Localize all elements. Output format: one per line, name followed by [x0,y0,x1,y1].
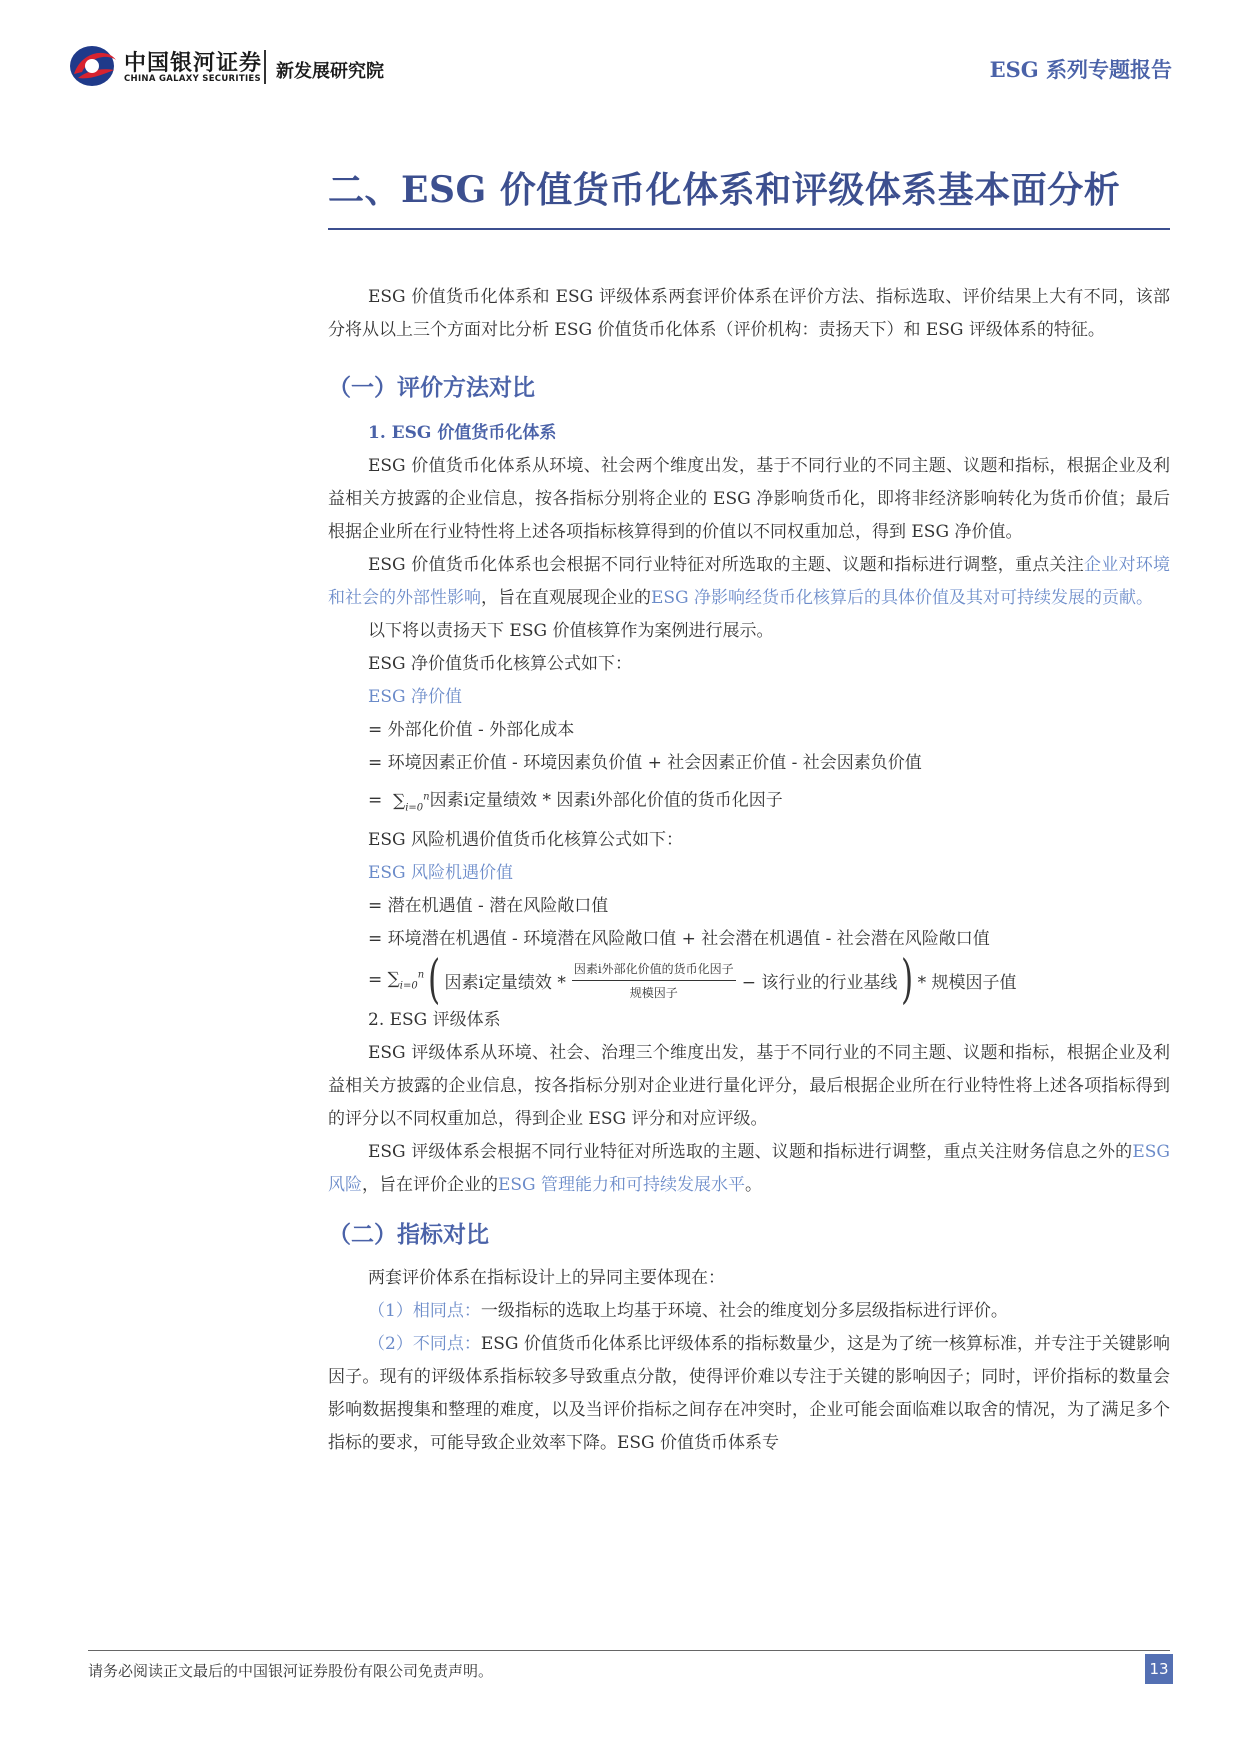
text-span: ESG 价值货币化体系也会根据不同行业特征对所选取的主题、议题和指标进行调整，重点关注 [368,555,1084,575]
highlight-management: ESG 管理能力和可持续发展水平 [498,1175,746,1196]
formula2-name: ESG 风险机遇价值 [368,863,514,884]
section-title: 二、ESG 价值货币化体系和评级体系基本面分析 [328,169,1121,211]
formula2-line-2: = 环境潜在机遇值 - 环境潜在风险敞口值 + 社会潜在机遇值 - 社会潜在风险敞口值 [368,929,990,950]
report-series-title: ESG 系列专题报告 [989,57,1172,82]
formula1-line-3: = $\sum_{i=0}^n$因素i定量绩效 * 因素i外部化价值的货币化因子 [368,790,783,814]
text-span: 一级指标的选取上均基于环境、社会的维度划分多层级指标进行评价。 [480,1301,1008,1322]
formula1-name: ESG 净价值 [368,687,463,707]
differences-label: （2）不同点： [368,1334,481,1355]
highlight-externality: 企业对环境和社会的外部性影响 [328,555,1170,608]
monetization-paragraph-2 [328,549,1170,615]
highlight-esg-risk: ESG 风险 [328,1142,1170,1196]
equals-sign: = [368,970,388,991]
item-heading-rating: 2. ESG 评级体系 [368,1010,501,1031]
highlight-net-impact: ESG 净影响经货币化核算后的具体价值及其对可持续发展的贡献 [651,588,1137,608]
similarities-paragraph [328,1295,1170,1328]
section-title-rule [328,228,1170,230]
text-span: 。 [745,1175,763,1196]
formula1-intro: ESG 净价值货币化核算公式如下： [368,654,633,674]
logo-english-name: CHINA GALAXY SECURITIES [124,74,261,84]
formula1-line-3-text: 因素i定量绩效 * 因素i外部化价值的货币化因子 [429,790,783,811]
header-separator [264,50,266,84]
formula2-term-a: 因素i定量绩效 * [444,972,566,993]
page-number: 13 [1145,1654,1173,1684]
fraction-numerator: 因素i外部化价值的货币化因子 [572,960,736,981]
text-span: ESG 评级体系会根据不同行业特征对所选取的主题、议题和指标进行调整，重点关注财务信息之外的 [368,1142,1133,1163]
text-span: ，旨在评价企业的 [362,1175,498,1196]
similarities-label: （1）相同点： [368,1301,481,1322]
fraction [572,960,736,1001]
formula2-line-3 [328,950,1170,1011]
item-heading-monetization: 1. ESG 价值货币化体系 [368,423,557,443]
differences-paragraph [328,1328,1170,1460]
summation-symbol: $\sum_{i=0}^n$ [393,790,430,814]
formula2-line-1: = 潜在机遇值 - 潜在风险敞口值 [368,896,609,917]
main-content [328,281,1170,1460]
footer-disclaimer: 请务必阅读正文最后的中国银河证券股份有限公司免责声明。 [88,1662,494,1680]
page-header [0,0,1240,100]
intro-paragraph: ESG 价值货币化体系和 ESG 评级体系两套评价体系在评价方法、指标选取、评价结果上大有不同，该部分将从以上三个方面对比分析 ESG 价值货币化体系（评价机构：责扬天下）和 ESG 评级体系的特征。 [328,287,1170,340]
footer-rule [88,1650,1170,1651]
monetization-paragraph-1: ESG 价值货币化体系从环境、社会两个维度出发，基于不同行业的不同主题、议题和指标，根据企业及利益相关方披露的企业信息，按各指标分别将企业的 ESG 净影响货币化，即将非经济影响转化为货币价值；最后根据企业所在行业特性将上述各项指标核算得到的价值以不同权重加总，得到 ESG 净价值。 [328,456,1170,542]
rating-paragraph-2 [328,1136,1170,1202]
subsection-heading-indicators: （二）指标对比 [328,1221,489,1249]
text-span: ESG 价值货币化体系比评级体系的指标数量少，这是为了统一核算标准，并专注于关键影响因子。现有的评级体系指标较多导致重点分散，使得评价难以专注于关键的影响因子；同时，评价指标的数量会影响数据搜集和整理的难度，以及当评价指标之间存在冲突时，企业可能会面临难以取舍的情况，为了满足多个指标的要求，可能导致企业效率下降。ESG 价值货币体系专 [328,1334,1170,1454]
left-paren: ( [428,950,441,1011]
china-galaxy-logo-icon [68,44,120,88]
text-span: 。 [1136,588,1154,608]
summation-symbol: $\sum_{i=0}^n$ [387,968,425,992]
right-paren: ) [901,950,914,1011]
indicators-intro: 两套评价体系在指标设计上的异同主要体现在： [368,1268,725,1289]
text-span: ，旨在直观展现企业的 [481,588,651,608]
formula1-line-1: = 外部化价值 - 外部化成本 [368,720,575,740]
formula2-term-c: * 规模因子值 [917,972,1017,993]
formula2-intro: ESG 风险机遇价值货币化核算公式如下： [368,830,684,851]
formula2-term-b: − 该行业的行业基线 [741,972,898,993]
formula1-line-2: = 环境因素正价值 - 环境因素负价值 + 社会因素正价值 - 社会因素负价值 [368,753,922,773]
fraction-denominator: 规模因子 [629,985,678,1000]
subsection-heading-method: （一）评价方法对比 [328,374,535,401]
logo-chinese-name: 中国银河证券 [124,51,263,76]
institute-name: 新发展研究院 [276,61,384,82]
case-intro-line: 以下将以责扬天下 ESG 价值核算作为案例进行展示。 [368,621,774,641]
rating-paragraph-1: ESG 评级体系从环境、社会、治理三个维度出发，基于不同行业的不同主题、议题和指标，根据企业及利益相关方披露的企业信息，按各指标分别对企业进行量化评分，最后根据企业所在行业特性将上述各项指标得到的评分以不同权重加总，得到企业 ESG 评分和对应评级。 [328,1043,1170,1130]
